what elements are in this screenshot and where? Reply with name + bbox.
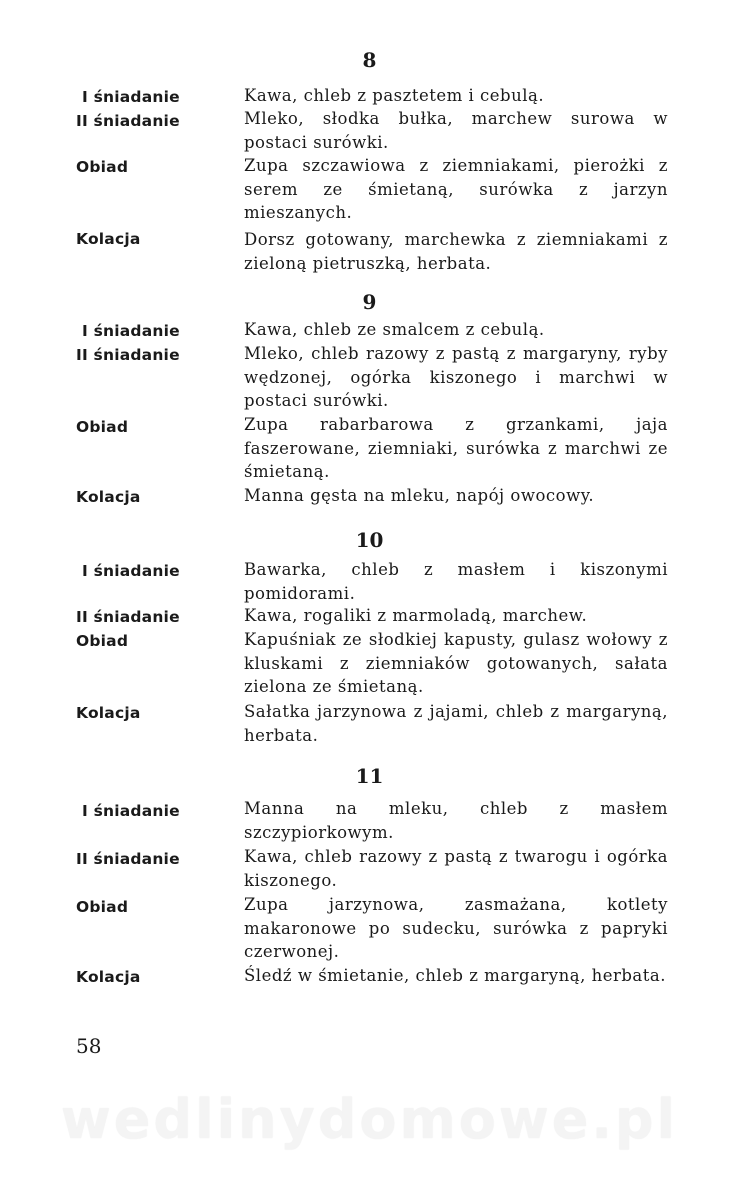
meal-label: Kolacja [76,230,141,248]
day-number: 10 [355,528,384,552]
meal-label: II śniadanie [76,112,180,130]
meal-text: Kapuśniak ze słodkiej kapusty, gulasz wołowy z kluskami z ziemniaków gotowanych, sałata zielona ze śmietaną. [244,630,668,696]
meal-label: I śniadanie [82,562,180,580]
meal-label: Kolacja [76,968,141,986]
meal-label: Obiad [76,632,129,650]
meal-label: I śniadanie [82,322,180,340]
meal-label: I śniadanie [82,88,180,106]
meal-text: Zupa rabarbarowa z grzankami, jaja faszerowane, ziemniaki, surówka z marchwi ze śmietaną. [244,415,668,481]
meal-text: Sałatka jarzynowa z jajami, chleb z margaryną, herbata. [244,702,668,745]
meal-text: Bawarka, chleb z masłem i kiszonymi pomidorami. [244,560,668,603]
meal-text: Kawa, chleb razowy z pastą z twarogu i ogórka kiszonego. [244,847,668,890]
meal-label: Obiad [76,418,129,436]
day-number: 9 [362,290,377,314]
meal-text: Dorsz gotowany, marchewka z ziemniakami z zieloną pietruszką, herbata. [244,230,668,273]
meal-label: Kolacja [76,488,141,506]
meal-text: Zupa szczawiowa z ziemniakami, pierożki z serem ze śmietaną, surówka z jarzyn mieszanych. [244,156,668,222]
meal-label: Obiad [76,158,129,176]
meal-text: Mleko, słodka bułka, marchew surowa w postaci surówki. [244,109,668,152]
meal-text: Mleko, chleb razowy z pastą z margaryny, ryby wędzonej, ogórka kiszonego i marchwi w postaci surówki. [244,344,668,410]
meal-label: Obiad [76,898,129,916]
page-number: 58 [76,1034,102,1058]
meal-label: II śniadanie [76,608,180,626]
watermark: wedlinydomowe.pl [60,1088,679,1151]
meal-label: Kolacja [76,704,141,722]
meal-text: Manna na mleku, chleb z masłem szczypiorkowym. [244,799,668,842]
day-number: 11 [355,764,384,788]
meal-text: Kawa, chleb z pasztetem i cebulą. [244,86,545,105]
meal-text: Zupa jarzynowa, zasmażana, kotlety makaronowe po sudecku, surówka z papryki czerwonej. [244,895,668,961]
meal-text: Manna gęsta na mleku, napój owocowy. [244,486,595,505]
meal-text: Kawa, rogaliki z marmoladą, marchew. [244,606,588,625]
meal-text: Śledź w śmietanie, chleb z margaryną, herbata. [244,966,666,985]
meal-label: I śniadanie [82,802,180,820]
day-number: 8 [362,48,377,72]
meal-text: Kawa, chleb ze smalcem z cebulą. [244,320,545,339]
meal-label: II śniadanie [76,346,180,364]
meal-label: II śniadanie [76,850,180,868]
